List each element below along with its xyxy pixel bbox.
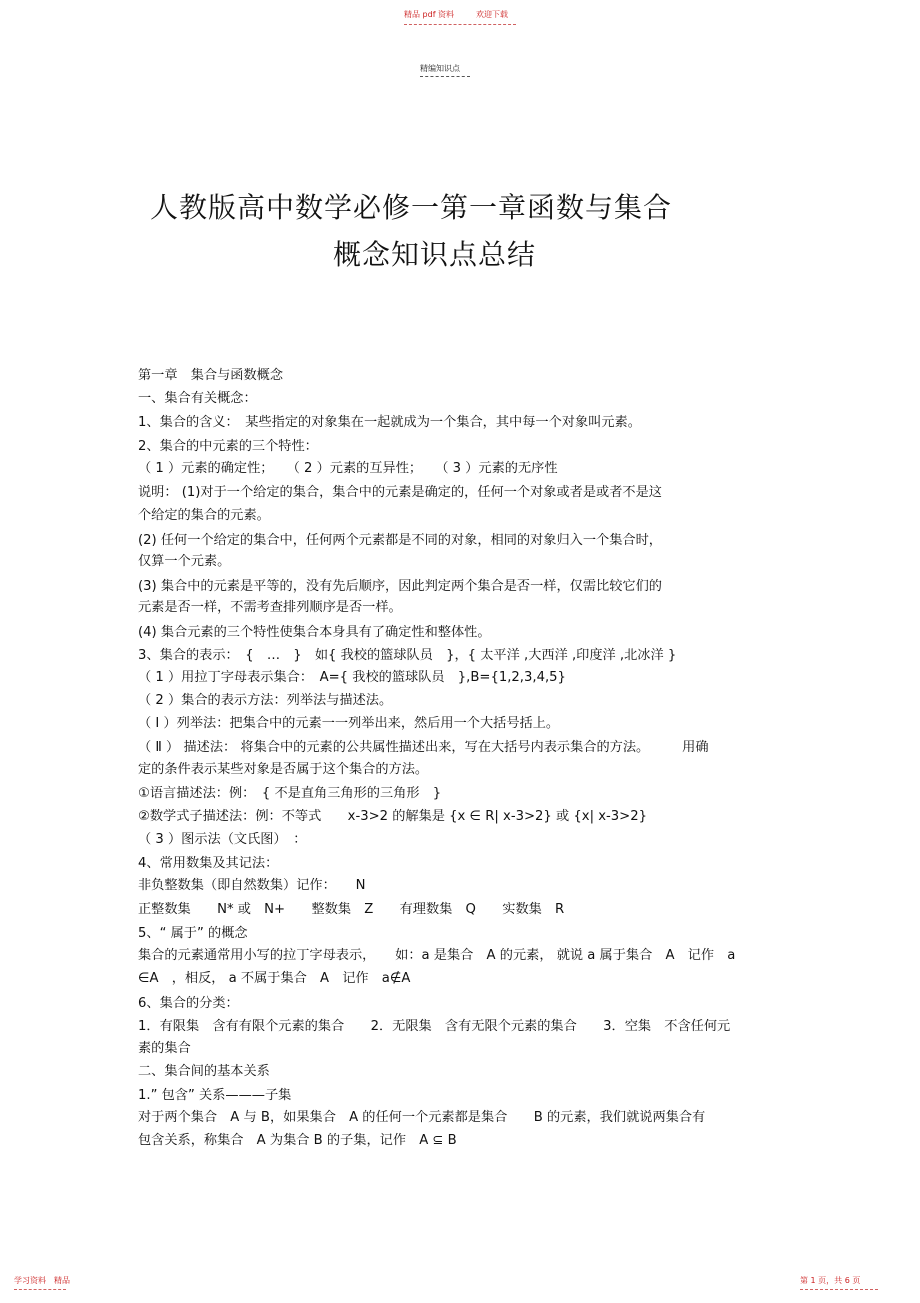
text-line: 1、集合的含义： 某些指定的对象集在一起就成为一个集合，其中每一个对象叫元素。 <box>138 415 641 430</box>
document-title-line1: 人教版高中数学必修一第一章函数与集合 <box>150 191 673 224</box>
text-line: (2) 任何一个给定的集合中，任何两个元素都是不同的对象，相同的对象归入一个集合时， <box>138 533 662 548</box>
text-line: 2、集合的中元素的三个特性： <box>138 439 318 454</box>
text-line: （ 3 ）图示法（文氏图） ： <box>138 832 307 847</box>
text-line: 5、“ 属于” 的概念 <box>138 926 248 941</box>
text-line: 集合的元素通常用小写的拉丁字母表示， 如：a 是集合 A 的元素， 就说 a 属于集合 A 记作 a <box>138 948 736 963</box>
text-line: 一、集合有关概念： <box>138 391 257 406</box>
page-subtitle: 精编知识点 <box>420 64 460 73</box>
text-line: 对于两个集合 A 与 B，如果集合 A 的任何一个元素都是集合 B 的元素，我们就说两集合有 <box>138 1110 706 1125</box>
text-line: 正整数集 N* 或 N+ 整数集 Z 有理数集 Q 实数集 R <box>138 902 565 917</box>
text-line: 素的集合 <box>138 1041 191 1056</box>
text-line: 3、集合的表示： { … } 如{ 我校的篮球队员 }，{ 太平洋 ,大西洋 ,印度洋 ,北冰洋 } <box>138 648 677 663</box>
text-line: (3) 集合中的元素是平等的，没有先后顺序，因此判定两个集合是否一样，仅需比较它们的 <box>138 579 662 594</box>
text-line: 个给定的集合的元素。 <box>138 508 270 523</box>
header-right-text: 欢迎下载 <box>476 10 508 19</box>
text-line: (4) 集合元素的三个特性使集合本身具有了确定性和整体性。 <box>138 625 491 640</box>
text-line: 非负整数集（即自然数集）记作： N <box>138 878 366 893</box>
text-line: 定的条件表示某些对象是否属于这个集合的方法。 <box>138 762 429 777</box>
text-line: 二、集合间的基本关系 <box>138 1064 270 1079</box>
text-line: 1.” 包含” 关系———子集 <box>138 1088 292 1103</box>
text-line: 6、集合的分类： <box>138 996 239 1011</box>
text-line: （ Ⅱ ） 描述法： 将集合中的元素的公共属性描述出来，写在大括号内表示集合的方法。 用确 <box>138 740 709 755</box>
text-line: ①语言描述法：例： { 不是直角三角形的三角形 } <box>138 786 442 801</box>
text-line: 4、常用数集及其记法： <box>138 856 279 871</box>
subtitle-underline <box>420 76 470 77</box>
text-line: ∈A ，相反， a 不属于集合 A 记作 a∉A <box>138 971 411 986</box>
text-line: 说明： (1)对于一个给定的集合，集合中的元素是确定的，任何一个对象或者是或者不是这 <box>138 485 662 500</box>
header-left-text: 精品 pdf 资料 <box>404 10 455 19</box>
text-line: 包含关系，称集合 A 为集合 B 的子集，记作 A ⊆ B <box>138 1133 457 1148</box>
text-line: （ 1 ）用拉丁字母表示集合： A={ 我校的篮球队员 },B={1,2,3,4,5} <box>138 670 566 685</box>
header-divider <box>404 24 516 25</box>
footer-left-divider <box>14 1289 66 1290</box>
text-line: 1．有限集 含有有限个元素的集合 2．无限集 含有无限个元素的集合 3．空集 不含任何元 <box>138 1019 731 1034</box>
text-line: 仅算一个元素。 <box>138 554 231 569</box>
footer-left-text: 学习资料 精品 <box>14 1276 70 1285</box>
text-line: ②数学式子描述法：例：不等式 x-3>2 的解集是 {x ∈ R| x-3>2} 或 {x| x-3>2} <box>138 809 647 824</box>
document-title-line2: 概念知识点总结 <box>333 238 537 271</box>
text-line: 元素是否一样，不需考查排列顺序是否一样。 <box>138 600 402 615</box>
footer-page-number: 第 1 页，共 6 页 <box>800 1276 861 1285</box>
footer-right-divider <box>800 1289 878 1290</box>
text-line: （ Ⅰ ）列举法：把集合中的元素一一列举出来，然后用一个大括号括上。 <box>138 716 560 731</box>
text-line: （ 1 ）元素的确定性； （ 2 ）元素的互异性； （ 3 ）元素的无序性 <box>138 461 558 476</box>
text-line: （ 2 ）集合的表示方法：列举法与描述法。 <box>138 693 393 708</box>
text-line: 第一章 集合与函数概念 <box>138 368 284 383</box>
